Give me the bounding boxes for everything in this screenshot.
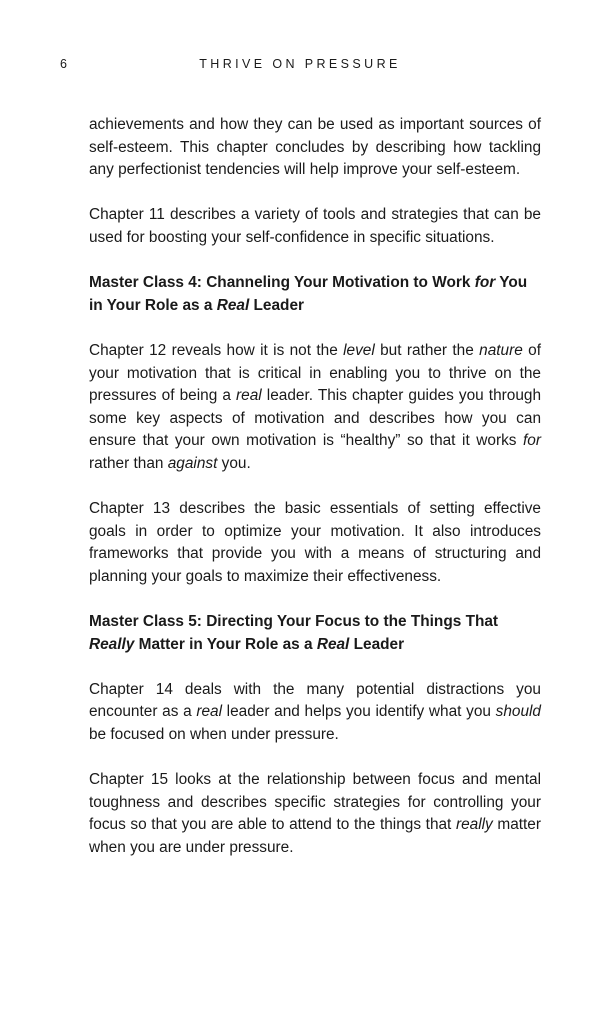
body-paragraph xyxy=(89,769,541,859)
italic-text: Real xyxy=(316,635,350,653)
text-run: Leader xyxy=(349,635,405,653)
text-run: Leader xyxy=(249,296,304,314)
italic-text: for xyxy=(474,274,496,292)
body-paragraph xyxy=(89,204,541,249)
text-run: but rather the xyxy=(374,341,480,359)
text-run: Chapter 13 describes the basic essentials of setting effective goals in order to optimize your motivation. It also introduces frameworks that provide you with a means of structuring and planning your goals to maximize their effectiveness. xyxy=(89,500,541,585)
italic-text: should xyxy=(495,703,541,721)
italic-text: nature xyxy=(479,341,523,359)
text-run: Chapter 11 describes a variety of tools and strategies that can be used for boosting your self-confidence in specific situations. xyxy=(89,206,541,246)
text-run: leader. This chapter guides you through some key aspects of motivation and describes how you can ensure that your own motivation is “healthy” so that it works xyxy=(89,387,541,450)
running-head xyxy=(0,57,600,73)
text-run: rather than xyxy=(89,454,168,472)
italic-text: Really xyxy=(89,635,135,653)
body-paragraph xyxy=(89,340,541,476)
page-number: 6 xyxy=(60,57,67,71)
text-run: you. xyxy=(217,454,251,472)
text-run: leader and helps you identify what you xyxy=(222,703,496,721)
text-run: Master Class 5: Directing Your Focus to the Things That xyxy=(89,613,499,631)
text-run: Chapter 15 looks at the relationship between focus and mental toughness and describes specific strategies for controlling your focus so that you are able to attend to the things that xyxy=(89,771,541,834)
text-run: of your motivation that is critical in enabling you to thrive on the pressures of being a xyxy=(89,341,541,405)
section-heading xyxy=(89,272,541,317)
page-body xyxy=(89,114,541,860)
text-run: Chapter 14 deals with the many potential distractions you encounter as a xyxy=(89,680,541,721)
text-run: be focused on when under pressure. xyxy=(89,726,339,744)
text-run: achievements and how they can be used as important sources of self-esteem. This chapter concludes by describing how tackling any perfectionist tendencies will help improve your self-esteem. xyxy=(89,116,541,179)
text-run: You in Your Role as a xyxy=(89,274,528,314)
body-paragraph xyxy=(89,679,541,747)
book-title: THRIVE ON PRESSURE xyxy=(199,57,401,71)
italic-text: really xyxy=(455,816,493,834)
italic-text: real xyxy=(236,387,262,405)
italic-text: real xyxy=(196,703,222,721)
body-paragraph xyxy=(89,114,541,182)
text-run: matter when you are under pressure. xyxy=(89,816,541,856)
text-run: Master Class 4: Channeling Your Motivation to Work xyxy=(89,274,475,292)
text-run: Chapter 12 reveals how it is not the xyxy=(89,341,344,359)
italic-text: level xyxy=(343,341,375,359)
italic-text: for xyxy=(523,432,541,450)
italic-text: against xyxy=(167,454,218,472)
body-paragraph xyxy=(89,498,541,588)
italic-text: Real xyxy=(216,296,250,314)
text-run: Matter in Your Role as a xyxy=(134,635,317,653)
section-heading xyxy=(89,611,541,656)
